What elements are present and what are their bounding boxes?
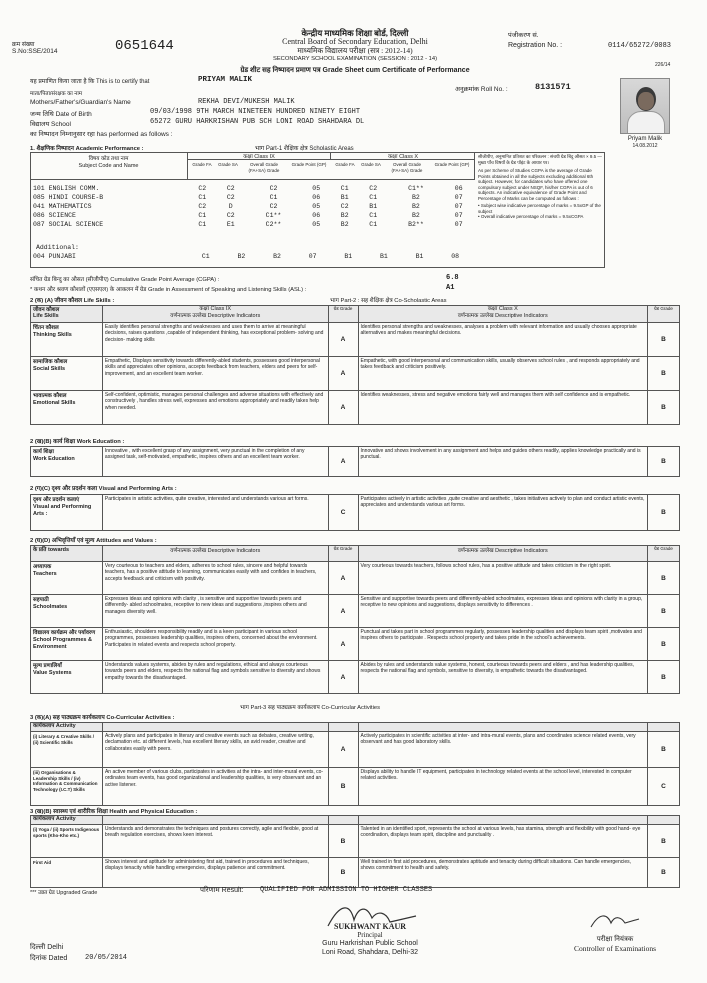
grading-note <box>478 154 603 220</box>
parent-names: REKHA DEVI/MUKESH MALIK <box>198 98 295 106</box>
performed-label: का निष्पादन निम्नानुसार रहा has performed as follows : <box>30 131 173 138</box>
school-name: 65272 GURU HARKRISHAN PUB SCH LONI ROAD SHAHDARA DL <box>150 118 365 126</box>
table-row: सामाजिक कौशल Social Skills Empathetic, Displays sensitivity towards differently-abled students, possesses good interpersonal skills and appreciates other opinions, accepts feedback from teachers, elders and peers for self-improvement, and an excellent team worker. A Empathetic, with good interpersonal and communication skills, usually observes school rules , and responds appropriately and takes feedback and criticism positively. B <box>31 357 680 391</box>
grading-bullet: • Subject wise indicative percentage of marks = 9.5xGP of the subject <box>478 203 601 214</box>
cocurricular-table <box>30 722 680 806</box>
col-grade-sa-9: Grade SA <box>218 162 238 167</box>
exam-name-en: SECONDARY SCHOOL EXAMINATION (SESSION : 2012 - 14) <box>272 56 438 62</box>
life-skills-table <box>30 305 680 425</box>
col-gp-10: Grade Point (GP) <box>434 162 470 167</box>
exam-name-hi: माध्यमिक विद्यालय परीक्षा (सत्र : 2012-14) <box>297 46 413 55</box>
table-row: (i) Literary & Creative Skills / (ii) Scientific Skills Actively plans and participates in literary and creative events such as debates, creative writing, declamation etc. at different levels, has excellent literary skills, an avid reader, creative and collaborates easily with peers. A Actively participates in scientific activities at inter- and intra-mural events, plans and coordinates science related events, very observant and has good laboratory skills. B <box>31 732 680 768</box>
document-title: ग्रेड शीट सह निष्पादन प्रमाण पत्र Grade Sheet cum Certificate of Performance <box>240 67 470 74</box>
registration-number: 0114/65272/0083 <box>608 42 672 50</box>
col-overall-9: Overall Grade (FA+SA) Grade <box>248 162 280 173</box>
table-row: 085 HINDI COURSE-B C1 C2 C1 06 B1 C1 B2 07 <box>33 194 463 201</box>
health-heading: 3 (ख)(B) स्वास्थ्य एवं शारीरिक शिक्षा Health and Physical Education : <box>30 809 198 815</box>
place: दिल्ली Delhi <box>30 944 64 951</box>
table-row: (i) Yoga / (ii) Sports Indigenous sports (Kho-Kho etc.) Understands and demonstrates the techniques and postures correctly, agile and flexible, good at breath regulation exercises, shows keen interest. B Talented in an identified sport, represents the school at various levels, has stamina, strength and flexibility with good hand- eye coordination, displays team spirit, discipline and punctuality . B <box>31 825 680 858</box>
roll-label: अनुक्रमांक Roll No. : <box>455 86 508 93</box>
grading-note-hi: सीजीपीए, अनुमानित प्रतिशत का परिकलन : संचयी ग्रेड बिंदु औसत × 9.5 — मुख्य पाँच विषयों के ग्रेड पॉइंट के आधार पर। <box>478 154 602 165</box>
class9-header: कक्षा Class IX <box>188 152 331 160</box>
table-header-row: कार्यकलाप Activity <box>31 723 680 732</box>
col-grade-sa-10: Grade SA <box>361 162 381 167</box>
part3-label: भाग Part-3 सह पाठ्यक्रम कार्यकलाप Co-Curricular Activities <box>240 705 381 711</box>
asl-label: * कथन और श्रवण कौशलों (एएसएल) के आकलन में ग्रेड Grade in Assessment of Speaking and Listening Skills (ASL) : <box>30 287 307 293</box>
part2-label: भाग Part-2 : सह शैक्षिक क्षेत्र Co-Scholastic Areas <box>330 298 447 304</box>
registration-label: Registration No. : <box>508 42 563 49</box>
registration-label-hi: पंजीकरण सं. <box>508 32 539 39</box>
marks-table <box>33 184 473 229</box>
controller-title-hi: परीक्षा नियंत्रक <box>596 936 634 943</box>
col-grade-fa-10: Grade FA <box>335 162 355 167</box>
result-label: परिणाम Result: <box>200 887 244 894</box>
photo-date: 14.08.2012 <box>632 143 658 149</box>
candidate-photo <box>620 78 670 134</box>
table-row: (iii) Organisations & Leadership Skills / (iv) Information & Communication Technology (I.C.T) Skills An active member of various clubs, participates in activities at the intra- and inter-mural events, co-ordinates team events, has good organizational and leadership qualities, is very observant and an active listener. B Displays ability to handle IT equipment, participates in technology related events at the school level, interested in computer related activities. C <box>31 768 680 806</box>
col-grade-fa-9: Grade FA <box>192 162 212 167</box>
additional-label: Additional: <box>36 244 79 251</box>
table-row: 086 SCIENCE C1 C2 C1** 06 B2 C1 B2 07 <box>33 212 463 219</box>
sno-label: S.No:SSE/2014 <box>12 48 58 55</box>
dob-label: जन्म तिथि Date of Birth <box>30 111 92 118</box>
table-row: 004 PUNJABI C1 B2 B2 07 B1 B1 B1 08 <box>33 253 460 260</box>
upgraded-grade-note: *** उन्नत ग्रेड Upgraded Grade <box>30 890 98 896</box>
table-header-row: जीवन कौशल Life Skills कक्षा Class IX वर्णनात्मक उल्लेख Descriptive Indicators ग्रेड Grade कक्षा Class X वर्णनात्मक उल्लेख Descriptive Indicators ग्रेड Grade <box>31 306 680 323</box>
grading-bullet: • Overall indicative percentage of marks = 9.5xCGPA <box>478 214 584 219</box>
table-header-row: के प्रति towards वर्णनात्मक उल्लेख Descriptive Indicators ग्रेड Grade वर्णनात्मक उल्लेख Descriptive Indicators ग्रेड Grade <box>31 546 680 562</box>
photo-caption: Priyam Malik <box>627 136 663 142</box>
cgpa-value: 6.8 <box>446 274 459 282</box>
grading-note-en: As per Scheme of Studies CGPA is the average of Grade Points obtained in all the subjects excluding additional 6th subject. However, for candidates who have offered one compulsory subject under NSQF, his/her CGPA is out of 6 subjects. An indicative equivalence of Grade Point and Percentage of Marks can be computed as follows : <box>478 168 594 201</box>
principal-title: Principal <box>357 931 383 939</box>
asl-value: A1 <box>446 284 455 292</box>
table-row: 101 ENGLISH COMM. C2 C2 C2 05 C1 C2 C1** 06 <box>33 185 463 192</box>
academic-header-block <box>30 152 475 180</box>
table-row: 041 MATHEMATICS C2 D C2 05 C2 B1 B2 07 <box>33 203 463 210</box>
col-overall-10: Overall Grade (FA+SA) Grade <box>391 162 423 173</box>
table-row: भावात्मक कौशल Emotional Skills Self-confident, optimistic, manages personal challenges and adverse situations with effectively and constructively , handles stress well, expresses and emotions appropriately and readily takes help when needed. A Identifies weaknesses, stress and negative emotions fairly well and manages them with self confidence and is empathetic. B <box>31 391 680 425</box>
col-gp-9: Grade Point (GP) <box>291 162 327 167</box>
controller-signature <box>585 905 645 935</box>
attitudes-heading: 2 (घ)(D) अभिवृत्तियाँ एवं मूल्य Attitudes and Values : <box>30 538 157 544</box>
serial-number: 0651644 <box>115 38 174 54</box>
table-row: दृश्य और प्रदर्शन कलाएं Visual and Performing Arts : Participates in artistic activities, quite creative, interested and understands various art forms. C Participates actively in artistic activities ,quite creative and aesthetic , takes initiatives actively to plan and conduct artistic events, appreciates and understands various art forms. B <box>31 495 680 531</box>
table-row: विद्यालय कार्यक्रम और पर्यावरण School Programmes & Environment Enthusiastic, shoulders responsibility readily and is a keen participant in various school programmes, possesses leadership qualities, inspires others, concerned about the environment. Participates in related events and respects school property. A Punctual and takes part in school programmes regularly, possesses leadership qualities and displays team spirit ,motivates and inspires others to participate . Respects school property and takes pride in the school's achievements. B <box>31 628 680 661</box>
visual-heading: 2 (ग)(C) दृश्य और प्रदर्शन कला Visual and Performing Arts : <box>30 486 177 492</box>
life-skills-heading: 2 (क) (A) जीवन कौशल Life Skills : <box>30 298 115 304</box>
principal-address: Loni Road, Shahdara, Delhi-32 <box>321 949 419 956</box>
table-row: कार्य शिक्षा Work Education Innovative , with excellent grasp of any assignment, very punctual in the completion of any assigned task, self-motivated, empathetic, inspires others and an excellent team worker. A Innovative and shows involvement in any assignment and helps and guides others readily, applies knowledge practically and is punctual. B <box>31 447 680 477</box>
board-name-en: Central Board of Secondary Education, Delhi <box>282 37 428 46</box>
board-name-hi: केन्द्रीय माध्यमिक शिक्षा बोर्ड, दिल्ली <box>301 28 409 38</box>
candidate-name: PRIYAM MALIK <box>198 76 253 84</box>
subject-header: विषय कोड तथा नाम Subject Code and Name <box>30 152 188 180</box>
table-row: 087 SOCIAL SCIENCE C1 E1 C2** 05 B2 C1 B2** 07 <box>33 221 463 228</box>
table-row: चिंतन कौशल Thinking Skills Easily identifies personal strengths and weaknesses and uses them to arrive at meaningful decisions, raises questions ,capable of independent thinking, has exceptional problem- solving and decision- making skills A Identifies personal strengths and weaknesses, analyses a problem with relevant information and usually chooses appropriate alternatives and makes meaningful decisions. B <box>31 323 680 357</box>
result-value: QUALIFIED FOR ADMISSION TO HIGHER CLASSES <box>260 886 433 894</box>
controller-title-en: Controller of Examinations <box>573 944 657 953</box>
health-table <box>30 815 680 888</box>
certify-label: यह प्रमाणित किया जाता है कि This is to certify that <box>30 79 150 85</box>
date-of-birth: 09/03/1998 9TH MARCH NINETEEN HUNDRED NINETY EIGHT <box>150 108 361 116</box>
part1-label: भाग Part-1 शैक्षिक क्षेत्र Scholastic Areas <box>255 146 354 152</box>
attitudes-table <box>30 545 680 694</box>
table-row: अध्यापक Teachers Very courteous to teachers and elders, adheres to school rules, sincere and helpful towards teachers, has a positive attitude to learning, communicates easily with and confides in teachers, accepts feedback and criticism with positivity. A Very courteous towards teachers, follows school rules, has a positive attitude and takes criticism in the right spirit. B <box>31 562 680 595</box>
work-table <box>30 446 680 477</box>
page-code: 226/14 <box>655 62 671 68</box>
principal-school: Guru Harkrishan Public School <box>322 940 418 947</box>
school-label: विद्यालय School <box>30 121 71 128</box>
roll-number: 8131571 <box>535 82 571 92</box>
table-row: सहपाठी Schoolmates Expresses ideas and opinions with clarity , is sensitive and supportive towards peers and differently- abled schoolmates, receptive to new ideas and suggestions ,inspires others and manages diversity well. A Sensitive and supportive towards peers and differently-abled schoolmates, expresses ideas and opinions with clarity in a group, receptive to new opinions and suggestions, displays sensitivity to differences . B <box>31 595 680 628</box>
dated-label: दिनांक Dated <box>30 955 68 962</box>
parent-label: Mothers/Father's/Guardian's Name <box>30 99 131 106</box>
parent-label-hi: माता/पिता/संरक्षक का नाम <box>30 91 83 97</box>
work-heading: 2 (ख)(B) कार्य शिक्षा Work Education : <box>30 439 125 445</box>
visual-table <box>30 494 680 531</box>
serial-label-hi: क्रम संख्या <box>12 42 35 48</box>
dated-value: 20/05/2014 <box>85 954 128 962</box>
cgpa-label: संचित ग्रेड बिन्दु का औसत (सीजीपीए) Cumulative Grade Point Average (CGPA) : <box>30 277 220 283</box>
table-row: मूल्य प्रणालियाँ Value Systems Understands values systems, abides by rules and regulations, ethical and always courteous towards peers and elders, respects the national flag and symbols sensitive to diversity and shows empathy towards the disadvantaged. A Abides by rules and understands value systems, honest, courteous towards peers and elders , and has leadership qualities, respects the national flag and symbols, sensitive to diversity, is empathetic towards the disadvantaged. B <box>31 661 680 694</box>
table-row: First Aid Shows interest and aptitude for administering first aid, trained in procedures and techniques, displays tenacity while handling emergencies, displays patience and commitment. B Well trained in first aid procedures, demonstrates aptitude and tenacity during difficult situations. Can handle emergencies, shows commitment to health and safety. B <box>31 858 680 888</box>
principal-name: SUKHWANT KAUR <box>333 922 407 931</box>
additional-table <box>33 252 473 261</box>
cocurricular-heading: 3 (क)(A) सह पाठ्यक्रम कार्यकलाप Co-Curricular Activities : <box>30 715 175 721</box>
table-header-row: कार्यकलाप Activity <box>31 816 680 825</box>
class10-header: कक्षा Class X <box>331 152 475 160</box>
academic-heading: 1. शैक्षणिक निष्पादन Academic Performance : <box>30 146 144 152</box>
